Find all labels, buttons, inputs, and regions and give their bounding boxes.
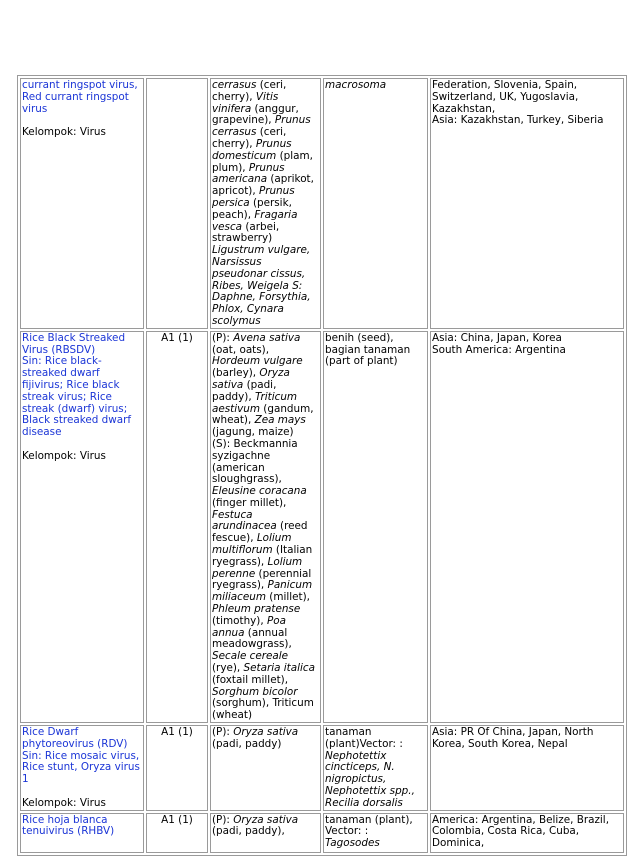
vector-cell: tanaman (plant)Vector: : Nephotettix cincticeps, N. nigropictus, Nephotettix spp., Recilia dorsalis — [323, 725, 428, 811]
category-cell: A1 (1) — [146, 813, 208, 853]
pest-name-cell — [20, 813, 144, 853]
pest-name[interactable]: Red currant ringspot — [22, 90, 129, 103]
host-cell: (P): Avena sativa (oat, oats), Hordeum vulgare (barley), Oryza sativa (padi, paddy), Triticum aestivum (gandum, wheat), Zea mays (jagung, maize) (S): Beckmannia syzigachne (american sloughgrass), Eleusine coracana (finger millet), Festuca arundinacea (reed fescue), Lolium multiflorum (Italian ryegrass), Lolium perenne (perennial ryegrass), Panicum miliaceum (millet), Phleum pratense (timothy), Poa annua (annual meadowgrass), Secale cereale (rye), Setaria italica (foxtail millet), Sorghum bicolor (sorghum), Triticum (wheat) — [210, 331, 321, 723]
pest-name[interactable]: Rice Black Streaked Virus (RBSDV) — [22, 331, 126, 356]
pest-name[interactable]: Sin: Rice black-streaked dwarf fijivirus; Rice black streak virus; Rice streak (dwarf) virus; Black streaked dwarf disease — [22, 355, 132, 439]
host-cell: (P): Oryza sativa (padi, paddy), — [210, 813, 321, 853]
distribution-line: Federation, Slovenia, Spain, Switzerland, UK, Yugoslavia, Kazakhstan, — [432, 79, 579, 115]
vector-cell: tanaman (plant), Vector: : Tagosodes — [323, 813, 428, 853]
pest-name-cell — [20, 78, 144, 329]
host-cell: cerrasus (ceri, cherry), Vitis vinifera (anggur, grapevine), Prunus cerrasus (ceri, cherry), Prunus domesticum (plam, plum), Prunus americana (aprikot, apricot), Prunus persica (persik, peach), Fragaria vesca (arbei, strawberry) Ligustrum vulgare, Narsissus pseudonar cissus, Ribes, Weigela S: Daphne, Forsythia, Phlox, Cynara scolymus — [210, 78, 321, 329]
group-label: Kelompok: Virus — [22, 796, 106, 809]
category-cell — [146, 78, 208, 329]
pest-name[interactable]: virus — [22, 102, 48, 115]
distribution-cell — [430, 813, 624, 853]
pest-name-cell — [20, 725, 144, 811]
distribution-line: Asia: PR Of China, Japan, North Korea, South Korea, Nepal — [432, 726, 594, 750]
distribution-cell — [430, 78, 624, 329]
table-row — [20, 725, 624, 811]
distribution-line: South America: Argentina — [432, 343, 566, 356]
vector-cell: benih (seed), bagian tanaman (part of plant) — [323, 331, 428, 723]
category-cell: A1 (1) — [146, 331, 208, 723]
distribution-line: Asia: China, Japan, Korea — [432, 331, 562, 344]
table-row — [20, 78, 624, 329]
pest-name[interactable]: currant ringspot virus, — [22, 79, 138, 91]
distribution-cell — [430, 725, 624, 811]
pest-name-cell — [20, 331, 144, 723]
host-cell: (P): Oryza sativa (padi, paddy) — [210, 725, 321, 811]
table-row — [20, 813, 624, 853]
category-cell: A1 (1) — [146, 725, 208, 811]
distribution-cell — [430, 331, 624, 723]
pest-name[interactable]: Rice hoja blanca tenuivirus (RHBV) — [22, 813, 115, 838]
pest-name[interactable]: Rice Dwarf phytoreovirus (RDV) — [22, 726, 128, 750]
distribution-line: Asia: Kazakhstan, Turkey, Siberia — [432, 114, 604, 127]
pest-table-body — [20, 78, 624, 853]
table-row — [20, 331, 624, 723]
pest-table — [17, 75, 627, 856]
pest-name[interactable]: Sin: Rice mosaic virus, Rice stunt, Oryza virus 1 — [22, 749, 140, 786]
group-label: Kelompok: Virus — [22, 449, 106, 462]
group-label: Kelompok: Virus — [22, 126, 106, 139]
vector-cell: macrosoma — [323, 78, 428, 329]
distribution-line: America: Argentina, Belize, Brazil, Colombia, Costa Rica, Cuba, Dominica, — [432, 813, 610, 850]
